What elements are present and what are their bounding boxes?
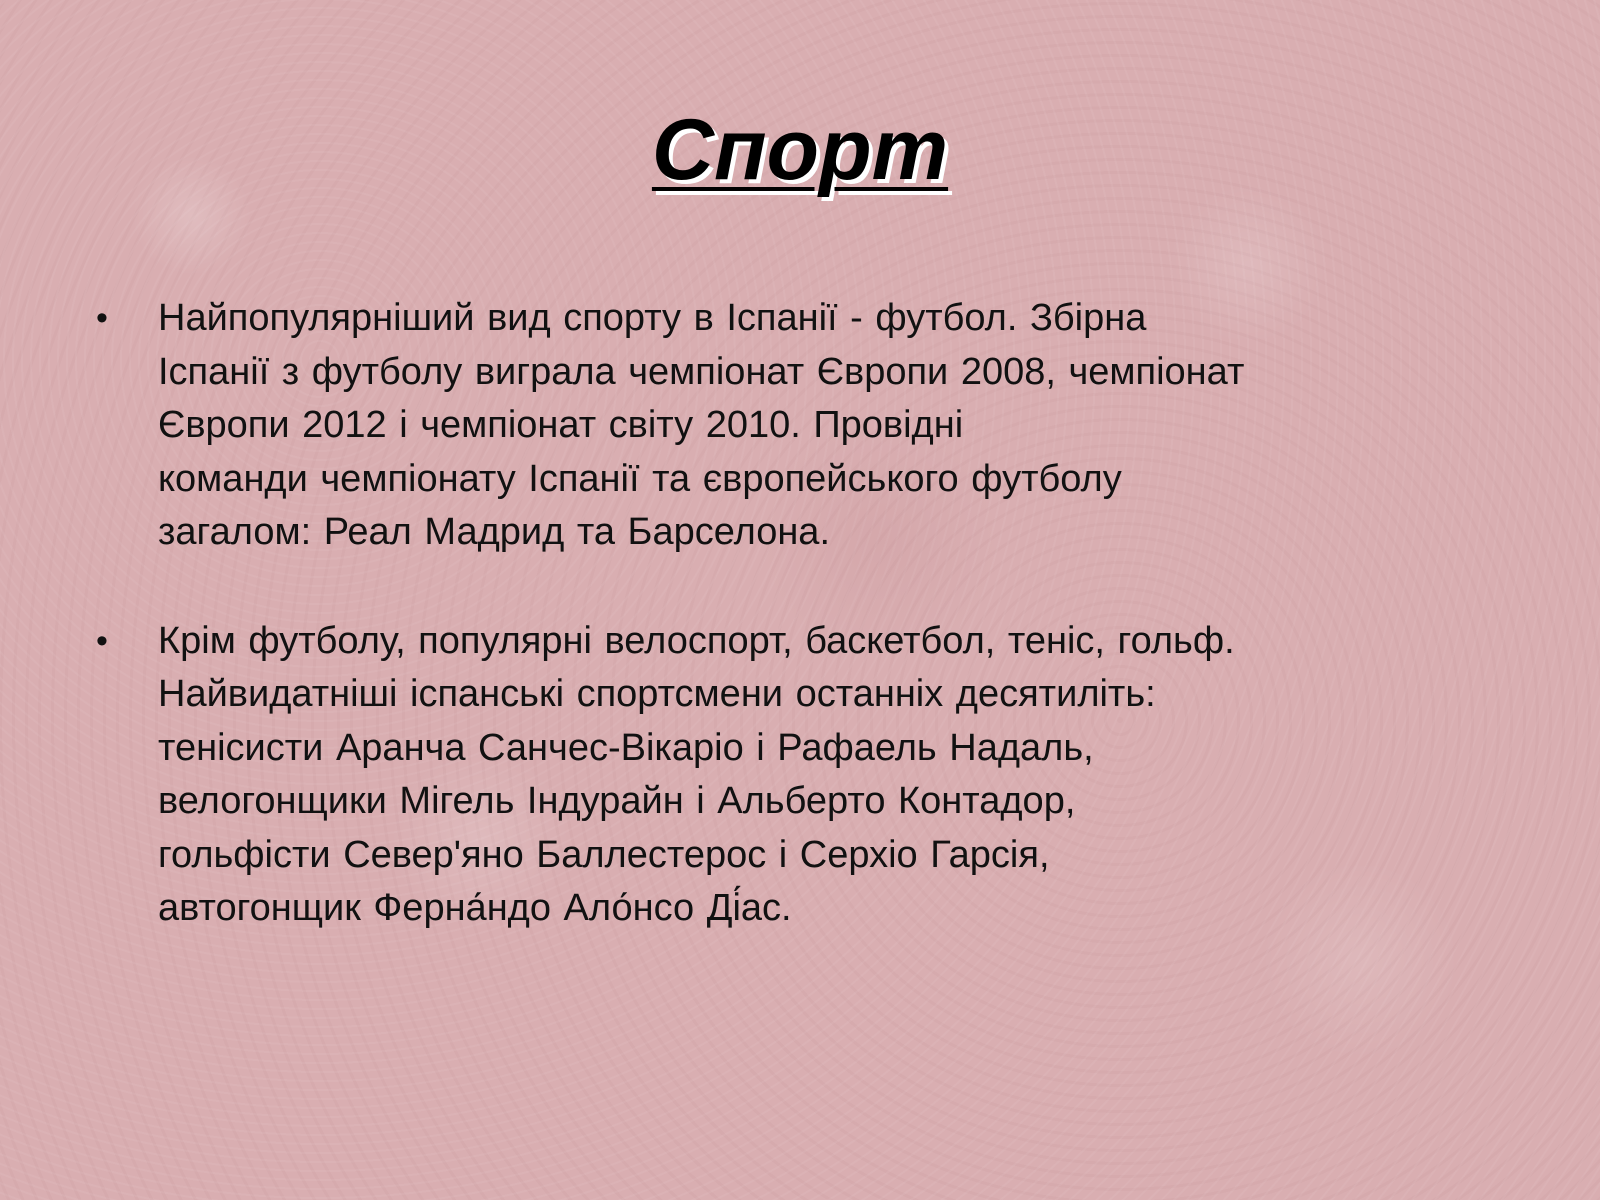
bullet-text-line: Іспанії з футболу виграла чемпіонат Європи 2008, чемпіонат — [158, 350, 1245, 393]
bullet-text-line: команди чемпіонату Іспанії та європейського футболу — [158, 457, 1122, 500]
bullet-text-line: автогонщик Ферна́ндо Ало́нсо Ді́ас. — [158, 887, 792, 929]
bullet-text-line: Найвидатніші іспанські спортсмени останніх десятиліть: — [158, 673, 1156, 715]
slide-title: Спорт — [651, 102, 949, 198]
bullet-text-line: Європи 2012 і чемпіонат світу 2010. Провідні — [158, 404, 964, 446]
bullet-marker: • — [96, 299, 108, 337]
bullet-text-line: Крім футболу, популярні велоспорт, баскетбол, теніс, гольф. — [158, 619, 1235, 662]
bullet-text-line: велогонщики Мігель Індурайн і Альберто Контадор, — [158, 780, 1076, 822]
bullet-text-line: загалом: Реал Мадрид та Барселона. — [158, 511, 830, 553]
bullet-item-other-sports — [96, 615, 1536, 936]
bullet-item-football — [96, 292, 1536, 560]
bullet-text-line: тенісисти Аранча Санчес-Вікаріо і Рафаель Надаль, — [158, 726, 1094, 769]
bullet-text-line: Найпопулярніший вид спорту в Іспанії - футбол. Збірна — [158, 297, 1147, 339]
bullet-marker: • — [96, 621, 108, 660]
bullet-text-line: гольфісти Север'яно Баллестерос і Серхіо Гарсія, — [158, 833, 1050, 876]
bullet-list — [96, 292, 1536, 936]
